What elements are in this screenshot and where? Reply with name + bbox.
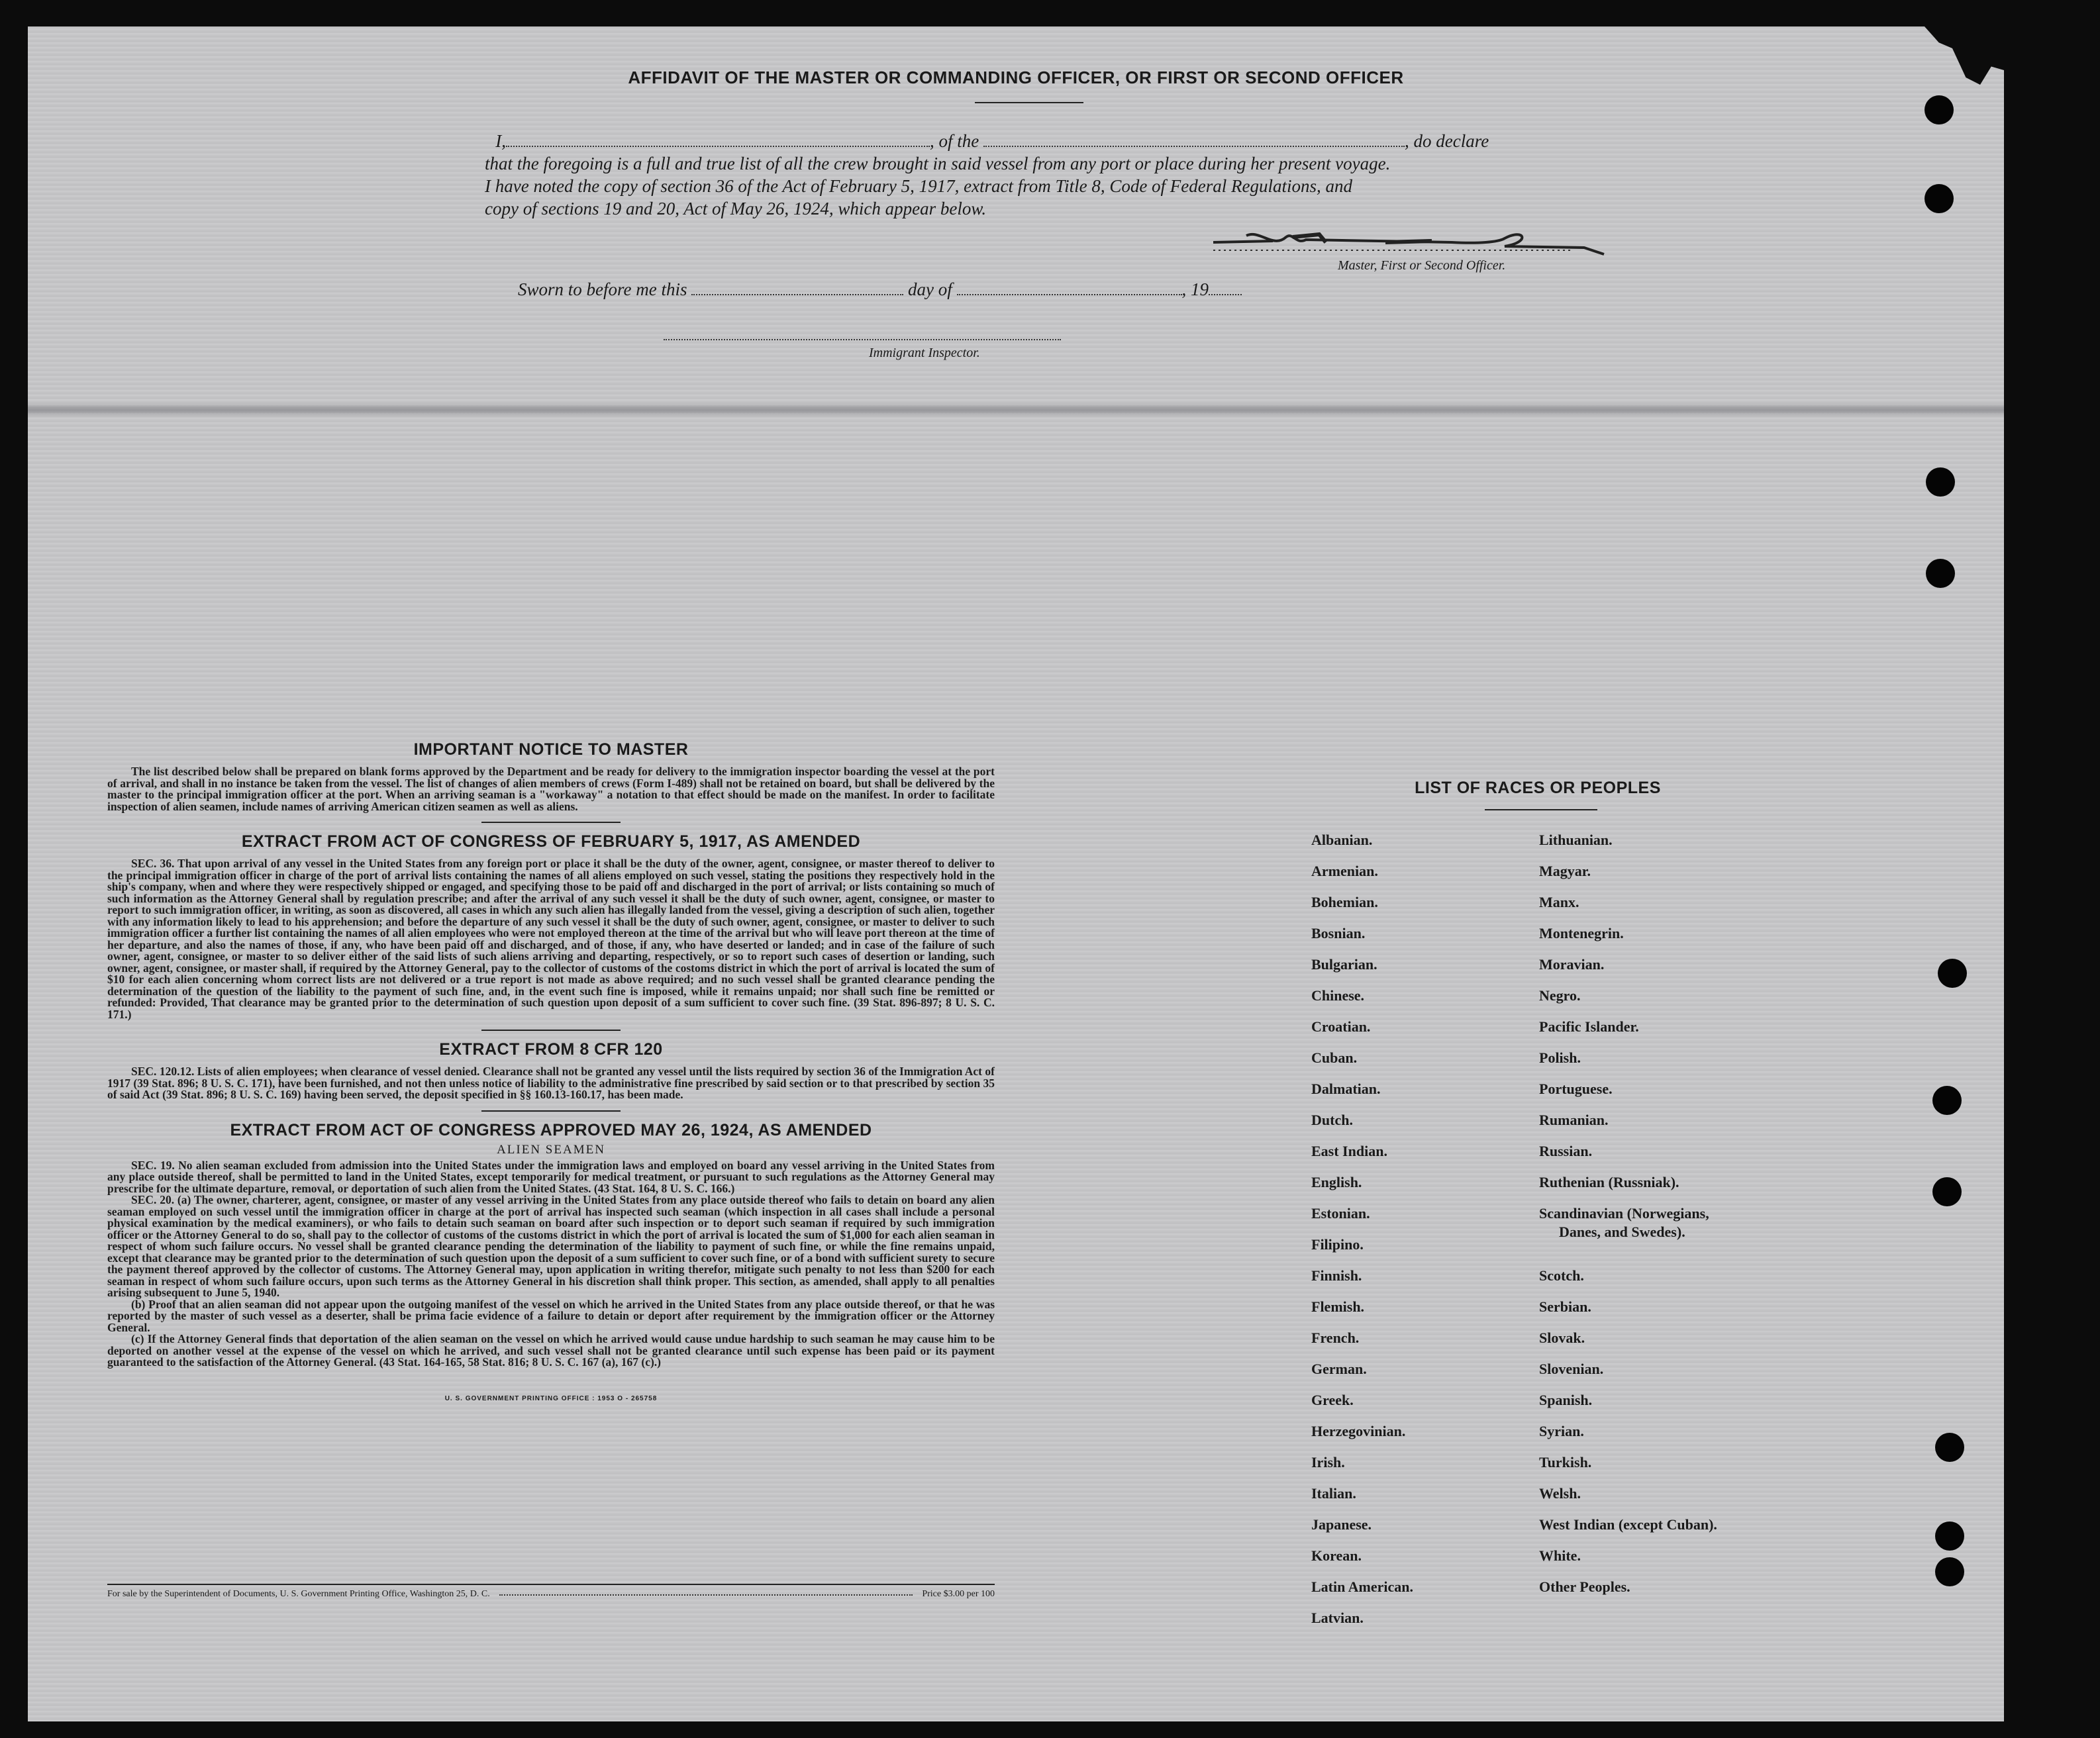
declaration-text-3: I have noted the copy of section 36 of the Act of February 5, 1917, extract from Title 8, Code of Federal Regulations, and	[485, 176, 1353, 196]
race-item: Serbian.	[1539, 1298, 1591, 1315]
race-item: Filipino.	[1311, 1236, 1364, 1253]
race-item: Polish.	[1539, 1049, 1581, 1066]
fold-crease	[28, 403, 2004, 417]
race-item: Irish.	[1311, 1454, 1345, 1471]
punch-hole-icon	[1935, 1557, 1964, 1586]
sworn-month-field[interactable]	[957, 279, 1182, 295]
punch-hole-icon	[1925, 95, 1954, 124]
race-item: Other Peoples.	[1539, 1578, 1630, 1595]
race-item: Latvian.	[1311, 1610, 1364, 1626]
race-item: Chinese.	[1311, 987, 1365, 1004]
race-item: Manx.	[1539, 894, 1579, 910]
punch-hole-icon	[1935, 1521, 1964, 1551]
race-item: French.	[1311, 1329, 1360, 1346]
extract-1924-title: EXTRACT FROM ACT OF CONGRESS APPROVED MAY 26, 1924, AS AMENDED	[230, 1120, 872, 1139]
footer-price: Price $3.00 per 100	[922, 1589, 995, 1599]
legal-extracts	[107, 740, 995, 1402]
sworn-before-label: Sworn to before me this	[518, 279, 687, 299]
race-item: Japanese.	[1311, 1516, 1372, 1533]
race-item: Bohemian.	[1311, 894, 1378, 910]
sec-20b-text: (b) Proof that an alien seaman did not appear upon the outgoing manifest of the vessel on which he arrived in the United States from any place outside thereof, or that he was reported by the master of such vessel as a deserter, shall be prima facie evidence of a failure to detain or deport after requirement by the immigration officer or the Attorney General.	[107, 1297, 995, 1334]
signature-caption: Master, First or Second Officer.	[1338, 258, 1506, 273]
punch-hole-icon	[1935, 1433, 1964, 1462]
races-title-rule	[1485, 809, 1597, 810]
declaration-i: I,	[495, 131, 506, 151]
punch-hole-icon	[1938, 959, 1967, 988]
footer-leader	[499, 1589, 913, 1596]
race-item: Cuban.	[1311, 1049, 1358, 1066]
declaration-of-the: , of the	[930, 131, 979, 151]
race-item: Finnish.	[1311, 1267, 1362, 1284]
sec-19-text: SEC. 19. No alien seaman excluded from admission into the United States under the immigration laws and employed on board any vessel arriving in the United States from any place outside thereof, shall be permitted to land in the United States, except temporarily for medical treatment, or pursuant to such regulations as the Attorney General may prescribe for the ultimate departure, removal, or deportation of such alien from the United States. (43 Stat. 164, 8 U. S. C. 166.)	[107, 1158, 995, 1195]
race-item: Magyar.	[1539, 863, 1591, 879]
race-item: Scandinavian (Norwegians,	[1539, 1205, 1709, 1222]
race-item: Slovak.	[1539, 1329, 1585, 1346]
race-item: White.	[1539, 1547, 1581, 1564]
race-item: Slovenian.	[1539, 1361, 1604, 1377]
punch-hole-icon	[1932, 1086, 1962, 1115]
declaration-text-2: that the foregoing is a full and true list of all the crew brought in said vessel from any port or place during her present voyage.	[485, 154, 1391, 173]
race-item: Bulgarian.	[1311, 956, 1377, 973]
race-item: Korean.	[1311, 1547, 1362, 1564]
race-item: Portuguese.	[1539, 1081, 1613, 1097]
race-item: West Indian (except Cuban).	[1539, 1516, 1717, 1533]
sworn-year-field[interactable]	[1209, 279, 1242, 295]
race-item: Lithuanian.	[1539, 832, 1613, 848]
race-item: Armenian.	[1311, 863, 1378, 879]
gpo-imprint: U. S. GOVERNMENT PRINTING OFFICE : 1953 O - 265758	[444, 1394, 658, 1402]
race-item: Albanian.	[1311, 832, 1373, 848]
race-item: Danes, and Swedes).	[1559, 1224, 1685, 1240]
punch-hole-icon	[1932, 1177, 1962, 1206]
races-list	[1311, 824, 1854, 1645]
race-item: Dalmatian.	[1311, 1081, 1381, 1097]
extract-cfr-text: SEC. 120.12. Lists of alien employees; when clearance of vessel denied. Clearance shall not be granted any vessel until the lists required by section 36 of the Immigration Act of 1917 (39 Stat. 896; 8 U. S. C. 171), have been furnished, and not then unless notice of liability to the administrative fine prescribed by said section or to that prescribed by section 35 of said Act (39 Stat. 896; 8 U. S. C. 169) having been served, the deposit specified in §§ 160.13-160.17, has been made.	[107, 1065, 995, 1101]
race-item: Herzegovinian.	[1311, 1423, 1406, 1439]
race-item: Pacific Islander.	[1539, 1018, 1639, 1035]
race-item: Greek.	[1311, 1392, 1354, 1408]
declaration-line	[486, 130, 1612, 152]
race-item: East Indian.	[1311, 1143, 1387, 1159]
race-item: Moravian.	[1539, 956, 1605, 973]
extract-cfr-title: EXTRACT FROM 8 CFR 120	[439, 1040, 663, 1059]
declaration-text-4: copy of sections 19 and 20, Act of May 26, 1924, which appear below.	[485, 199, 987, 218]
sec-20c-text: (c) If the Attorney General finds that deportation of the alien seaman on the vessel on which he arrived would cause undue hardship to such seaman he may cause him to be deported on another vessel at the expense of the vessel on which he arrived, and such vessel shall not be granted clearance until such expense has been paid or its payment guaranteed to the satisfaction of the Attorney General. (43 Stat. 164-165, 58 Stat. 816; 8 U. S. C. 167 (a), 167 (c).)	[107, 1332, 995, 1369]
inspector-caption: Immigrant Inspector.	[869, 346, 980, 360]
vessel-name-field[interactable]	[983, 131, 1405, 147]
extract-1917-title: EXTRACT FROM ACT OF CONGRESS OF FEBRUARY 5, 1917, AS AMENDED	[241, 832, 861, 851]
race-item: Bosnian.	[1311, 925, 1366, 941]
divider	[481, 822, 621, 823]
race-item: German.	[1311, 1361, 1367, 1377]
race-item: Negro.	[1539, 987, 1581, 1004]
footer-sale-text: For sale by the Superintendent of Documents, U. S. Government Printing Office, Washington 25, D. C.	[107, 1589, 490, 1599]
alien-seamen-subtitle: ALIEN SEAMEN	[497, 1142, 605, 1157]
race-item: Syrian.	[1539, 1423, 1584, 1439]
declaration-do-declare: , do declare	[1405, 131, 1489, 151]
race-item: Russian.	[1539, 1143, 1593, 1159]
race-item: Rumanian.	[1539, 1112, 1609, 1128]
divider	[481, 1110, 621, 1112]
divider	[481, 1030, 621, 1031]
race-item: Turkish.	[1539, 1454, 1592, 1471]
race-item: Latin American.	[1311, 1578, 1413, 1595]
race-item: Spanish.	[1539, 1392, 1593, 1408]
race-item: Dutch.	[1311, 1112, 1353, 1128]
notice-text: The list described below shall be prepared on blank forms approved by the Department and be ready for delivery to the immigration inspector boarding the vessel at the port of arrival, and shall in no instance be taken from the vessel. The list of changes of alien members of crews (Form I-489) shall not be retained on board, but shall be delivered by the master to the principal immigration officer at the port. When an arriving seaman is a "workaway" a notation to that effect should be made on the manifest. In order to facilitate inspection of alien seamen, include names of arriving American citizen seamen as well as aliens.	[107, 765, 995, 813]
race-item: Scotch.	[1539, 1267, 1584, 1284]
sworn-year-label: , 19	[1181, 279, 1209, 299]
race-item: Ruthenian (Russniak).	[1539, 1174, 1679, 1190]
form-page	[28, 26, 2004, 1721]
punch-hole-icon	[1926, 467, 1955, 497]
affidavit-title: AFFIDAVIT OF THE MASTER OR COMMANDING OFFICER, OR FIRST OR SECOND OFFICER	[628, 68, 1404, 87]
sworn-date-field[interactable]	[691, 279, 903, 295]
race-item: Montenegrin.	[1539, 925, 1624, 941]
sec-20a-text: SEC. 20. (a) The owner, charterer, agent, consignee, or master of any vessel arriving in the United States from any place outside thereof who fails to detain on board any alien seaman employed on such vessel until the immigration officer in charge at the port of arrival has inspected such seaman (which inspection in all cases shall include a personal physical examination by the medical examiners), or who fails to detain such seaman on board after such inspection or to deport such seaman if required by such immigration officer or the Attorney General to do so, shall pay to the collector of customs of the customs district in which the port of arrival is located the sum of $1,000 for each alien seaman in respect of whom such failure occurs. No vessel shall be granted clearance pending the determination of the liability to payment of such fine, or while the fine remains unpaid, except that clearance may be granted prior to the determination of such question upon the deposit of a sum sufficient to cover such fine, or of a bond with sufficient surety to secure the payment thereof approved by the collector of customs. The Attorney General may, upon application in writing therefor, mitigate such penalty to not less than $200 for each seaman in respect of whom such failure occurs, upon such terms as the Attorney General in his discretion shall think proper. This section, as amended, shall apply to all penalties arising subsequent to June 5, 1940.	[107, 1193, 995, 1299]
extract-1917-text: SEC. 36. That upon arrival of any vessel in the United States from any foreign port or place it shall be the duty of the owner, agent, consignee, or master thereof to deliver to the principal immigration officer in charge of the port of arrival lists containing the names of all aliens employed on such vessel, stating the positions they respectively hold in the ship's company, when and where they were respectively shipped or engaged, and specifying those to be paid off and discharged in the port of arrival; or lists containing so much of such information as the Attorney General shall by regulation prescribe; and after the arrival of any such vessel it shall be the duty of such owner, agent, consignee, or master to report to such immigration officer, in writing, as soon as discovered, all cases in which any such alien has illegally landed from the vessel, giving a description of such alien, together with any information likely to lead to his apprehension; and before the departure of any such vessel it shall be the duty of such owner, agent, consignee, or master to deliver to such immigration officer a further list containing the names of all alien employees who were not employed thereon at the time of the arrival but who will leave port thereon at the time of her departure, and also the names of those, if any, who have been paid off and discharged, and of those, if any, who have deserted or landed; and in case of the failure of such owner, agent, consignee, or master to so deliver either of the said lists of such aliens arriving and departing, respectively, or so to report such cases of desertion or landing, such owner, agent, consignee, or master shall, if required by the Attorney General, pay to the collector of customs of the costoms district in which the port of arrival is located the sum of $10 for each alien concerning whom correct lists are not delivered or a true report is not made as above required; and no such vessel shall be granted clearance pending the determination of the question of the liability to the payment of such fine, and, in the event such fine is imposed, while it remains unpaid; nor shall such fine be remitted or refunded: Provided, That clearance may be granted prior to the determination of such question upon deposit of a sum sufficient to cover such fine. (39 Stat. 896-897; 8 U. S. C. 171.)	[107, 857, 995, 1021]
sale-footer	[107, 1584, 995, 1600]
races-column-1	[1311, 824, 1413, 1633]
race-item: English.	[1311, 1174, 1362, 1190]
notice-title: IMPORTANT NOTICE TO MASTER	[413, 740, 689, 759]
races-column-2	[1539, 824, 1717, 1602]
torn-corner	[1925, 26, 2004, 99]
officer-name-field[interactable]	[506, 131, 930, 147]
race-item: Croatian.	[1311, 1018, 1371, 1035]
punch-hole-icon	[1926, 559, 1955, 588]
race-item: Italian.	[1311, 1485, 1356, 1502]
affidavit-title-rule	[975, 102, 1083, 103]
race-item: Estonian.	[1311, 1205, 1370, 1222]
inspector-signature-field[interactable]	[664, 339, 1061, 340]
race-item: Welsh.	[1539, 1485, 1581, 1502]
sworn-day-of-label: day of	[908, 279, 952, 299]
race-item: Flemish.	[1311, 1298, 1365, 1315]
punch-hole-icon	[1925, 184, 1954, 213]
races-title: LIST OF RACES OR PEOPLES	[1415, 779, 1661, 797]
sworn-line	[518, 279, 1242, 300]
